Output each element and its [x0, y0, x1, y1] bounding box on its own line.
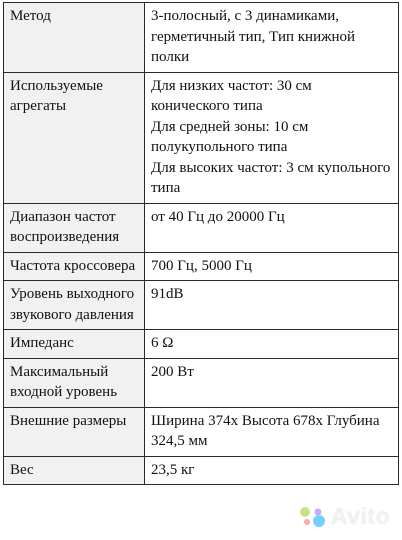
row-key: Частота кроссовера: [4, 252, 145, 281]
table-row: [4, 72, 399, 203]
row-value: [145, 72, 399, 203]
table-row: [4, 358, 399, 407]
value-line: 23,5 кг: [151, 461, 195, 478]
value-line: 6 Ω: [151, 335, 174, 351]
value-line: Для средней зоны: 10 см полукупольного типа: [151, 118, 309, 155]
value-line: Ширина 374х Высота 678х Глубина 324,5 мм: [151, 412, 380, 449]
watermark-text: Avito: [330, 503, 390, 529]
row-key: Диапазон частот воспроизведения: [4, 203, 145, 252]
row-key: Используемые агрегаты: [4, 72, 145, 203]
spec-table-container: [3, 2, 399, 485]
row-value: [145, 3, 399, 73]
avito-dot-icon: [300, 507, 310, 517]
value-line: 91dB: [151, 286, 184, 302]
avito-dot-icon: [314, 508, 321, 515]
table-row: [4, 456, 399, 485]
table-row: [4, 3, 399, 73]
row-key: Внешние размеры: [4, 407, 145, 456]
table-row: [4, 252, 399, 281]
table-row: [4, 330, 399, 359]
avito-dot-icon: [304, 519, 310, 525]
value-line: Для низких частот: 30 см конического типа: [151, 77, 312, 114]
row-value: [145, 358, 399, 407]
spec-table-body: [4, 3, 399, 485]
value-line: 700 Гц, 5000 Гц: [151, 257, 252, 274]
row-key: Уровень выходного звукового давления: [4, 281, 145, 330]
value-line: 3-полосный, с 3 динамиками, герметичный тип, Тип книжной полки: [151, 8, 356, 65]
row-key: Импеданс: [4, 330, 145, 359]
avito-watermark: [299, 503, 390, 530]
avito-dot-icon: [313, 515, 325, 527]
value-line: от 40 Гц до 20000 Гц: [151, 208, 285, 225]
row-value: [145, 252, 399, 281]
row-key: Метод: [4, 3, 145, 73]
value-line: 200 Вт: [151, 363, 194, 380]
row-key: Вес: [4, 456, 145, 485]
row-value: [145, 330, 399, 359]
spec-table: [3, 2, 399, 485]
table-row: [4, 203, 399, 252]
row-value: [145, 456, 399, 485]
table-row: [4, 281, 399, 330]
value-line: Для высоких частот: 3 см купольного типа: [151, 159, 391, 196]
row-value: [145, 281, 399, 330]
row-value: [145, 203, 399, 252]
row-key: Максимальный входной уровень: [4, 358, 145, 407]
avito-dots-icon: [299, 506, 327, 528]
table-row: [4, 407, 399, 456]
row-value: [145, 407, 399, 456]
